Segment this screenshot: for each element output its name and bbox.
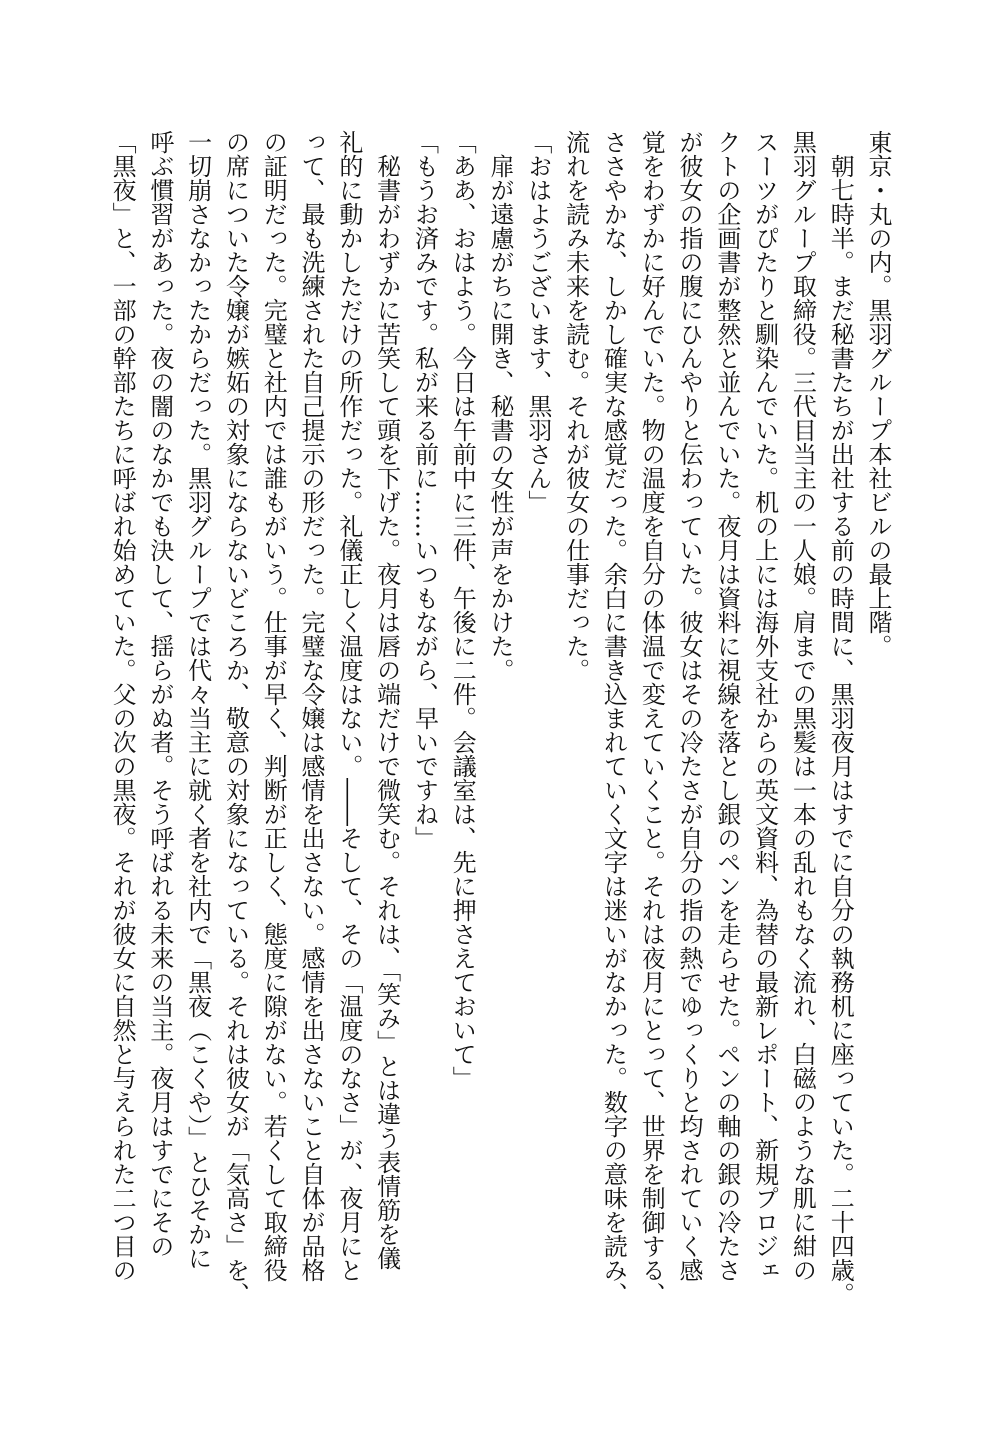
text-line: 朝七時半。まだ秘書たちが出社する前の時間に、黒羽夜月はすでに自分の執務机に座っていた。二十四歳。 <box>826 130 855 1306</box>
text-line: 扉が遠慮がちに開き、秘書の女性が声をかけた。 <box>486 130 515 682</box>
text-line: の席についた令嬢が嫉妬の対象にならないどころか、敬意の対象になっている。それは彼女が「気高さ」を、 <box>221 130 250 1306</box>
vertical-text-body <box>102 130 896 1325</box>
dialogue-line: 「おはようございます、黒羽さん」 <box>523 130 552 514</box>
text-line: が彼女の指の腹にひんやりと伝わっていた。彼女はその冷たさが自分の指の熱でゆっくりと均されていく感 <box>675 130 704 1282</box>
text-line: 覚をわずかに好んでいた。物の温度を自分の体温で変えていくこと。それは夜月にとって、世界を制御する、 <box>637 130 666 1306</box>
text-line: ささやかな、しかし確実な感覚だった。余白に書き込まれていく文字は迷いがなかった。数字の意味を読み、 <box>599 130 628 1306</box>
text-line: クトの企画書が整然と並んでいた。夜月は資料に視線を落とし銀のペンを走らせた。ペンの軸の銀の冷たさ <box>712 130 741 1282</box>
text-line: スーツがぴたりと馴染んでいた。机の上には海外支社からの英文資料、為替の最新レポート、新規プロジェ <box>750 130 779 1282</box>
text-line: 流れを読み未来を読む。それが彼女の仕事だった。 <box>561 130 590 682</box>
text-line: 礼的に動かしただけの所作だった。礼儀正しく温度はない。――そして、その「温度のなさ」が、夜月にと <box>334 130 363 1282</box>
text-line: 秘書がわずかに苦笑して頭を下げた。夜月は唇の端だけで微笑む。それは、「笑み」とは違う表情筋を儀 <box>372 130 401 1270</box>
text-line: 呼ぶ慣習があった。夜の闇のなかでも決して、揺らがぬ者。そう呼ばれる未来の当主。夜月はすでにその <box>145 130 174 1258</box>
dialogue-line: 「ああ、おはよう。今日は午前中に三件、午後に二件。会議室は、先に押さえておいて」 <box>448 130 477 1090</box>
text-line: 一切崩さなかったからだった。黒羽グループでは代々当主に就く者を社内で「黒夜（こくや）」とひそかに <box>183 130 212 1270</box>
dialogue-line: 「もうお済みです。私が来る前に……いつもながら、早いですね」 <box>410 130 439 850</box>
text-line: って、最も洗練された自己提示の形だった。完璧な令嬢は感情を出さない。感情を出さないこと自体が品格 <box>297 130 326 1282</box>
text-line: 「黒夜」と、一部の幹部たちに呼ばれ始めていた。父の次の黒夜。それが彼女に自然と与えられた二つ目の <box>108 130 137 1282</box>
text-line: 黒羽グループ取締役。三代目当主の一人娘。肩までの黒髪は一本の乱れもなく流れ、白磁のような肌に紺の <box>788 130 817 1282</box>
heading-line: 東京・丸の内。黒羽グループ本社ビルの最上階。 <box>864 130 892 658</box>
text-line: の証明だった。完璧と社内では誰もがいう。仕事が早く、判断が正しく、態度に隙がない。若くして取締役 <box>259 130 288 1282</box>
